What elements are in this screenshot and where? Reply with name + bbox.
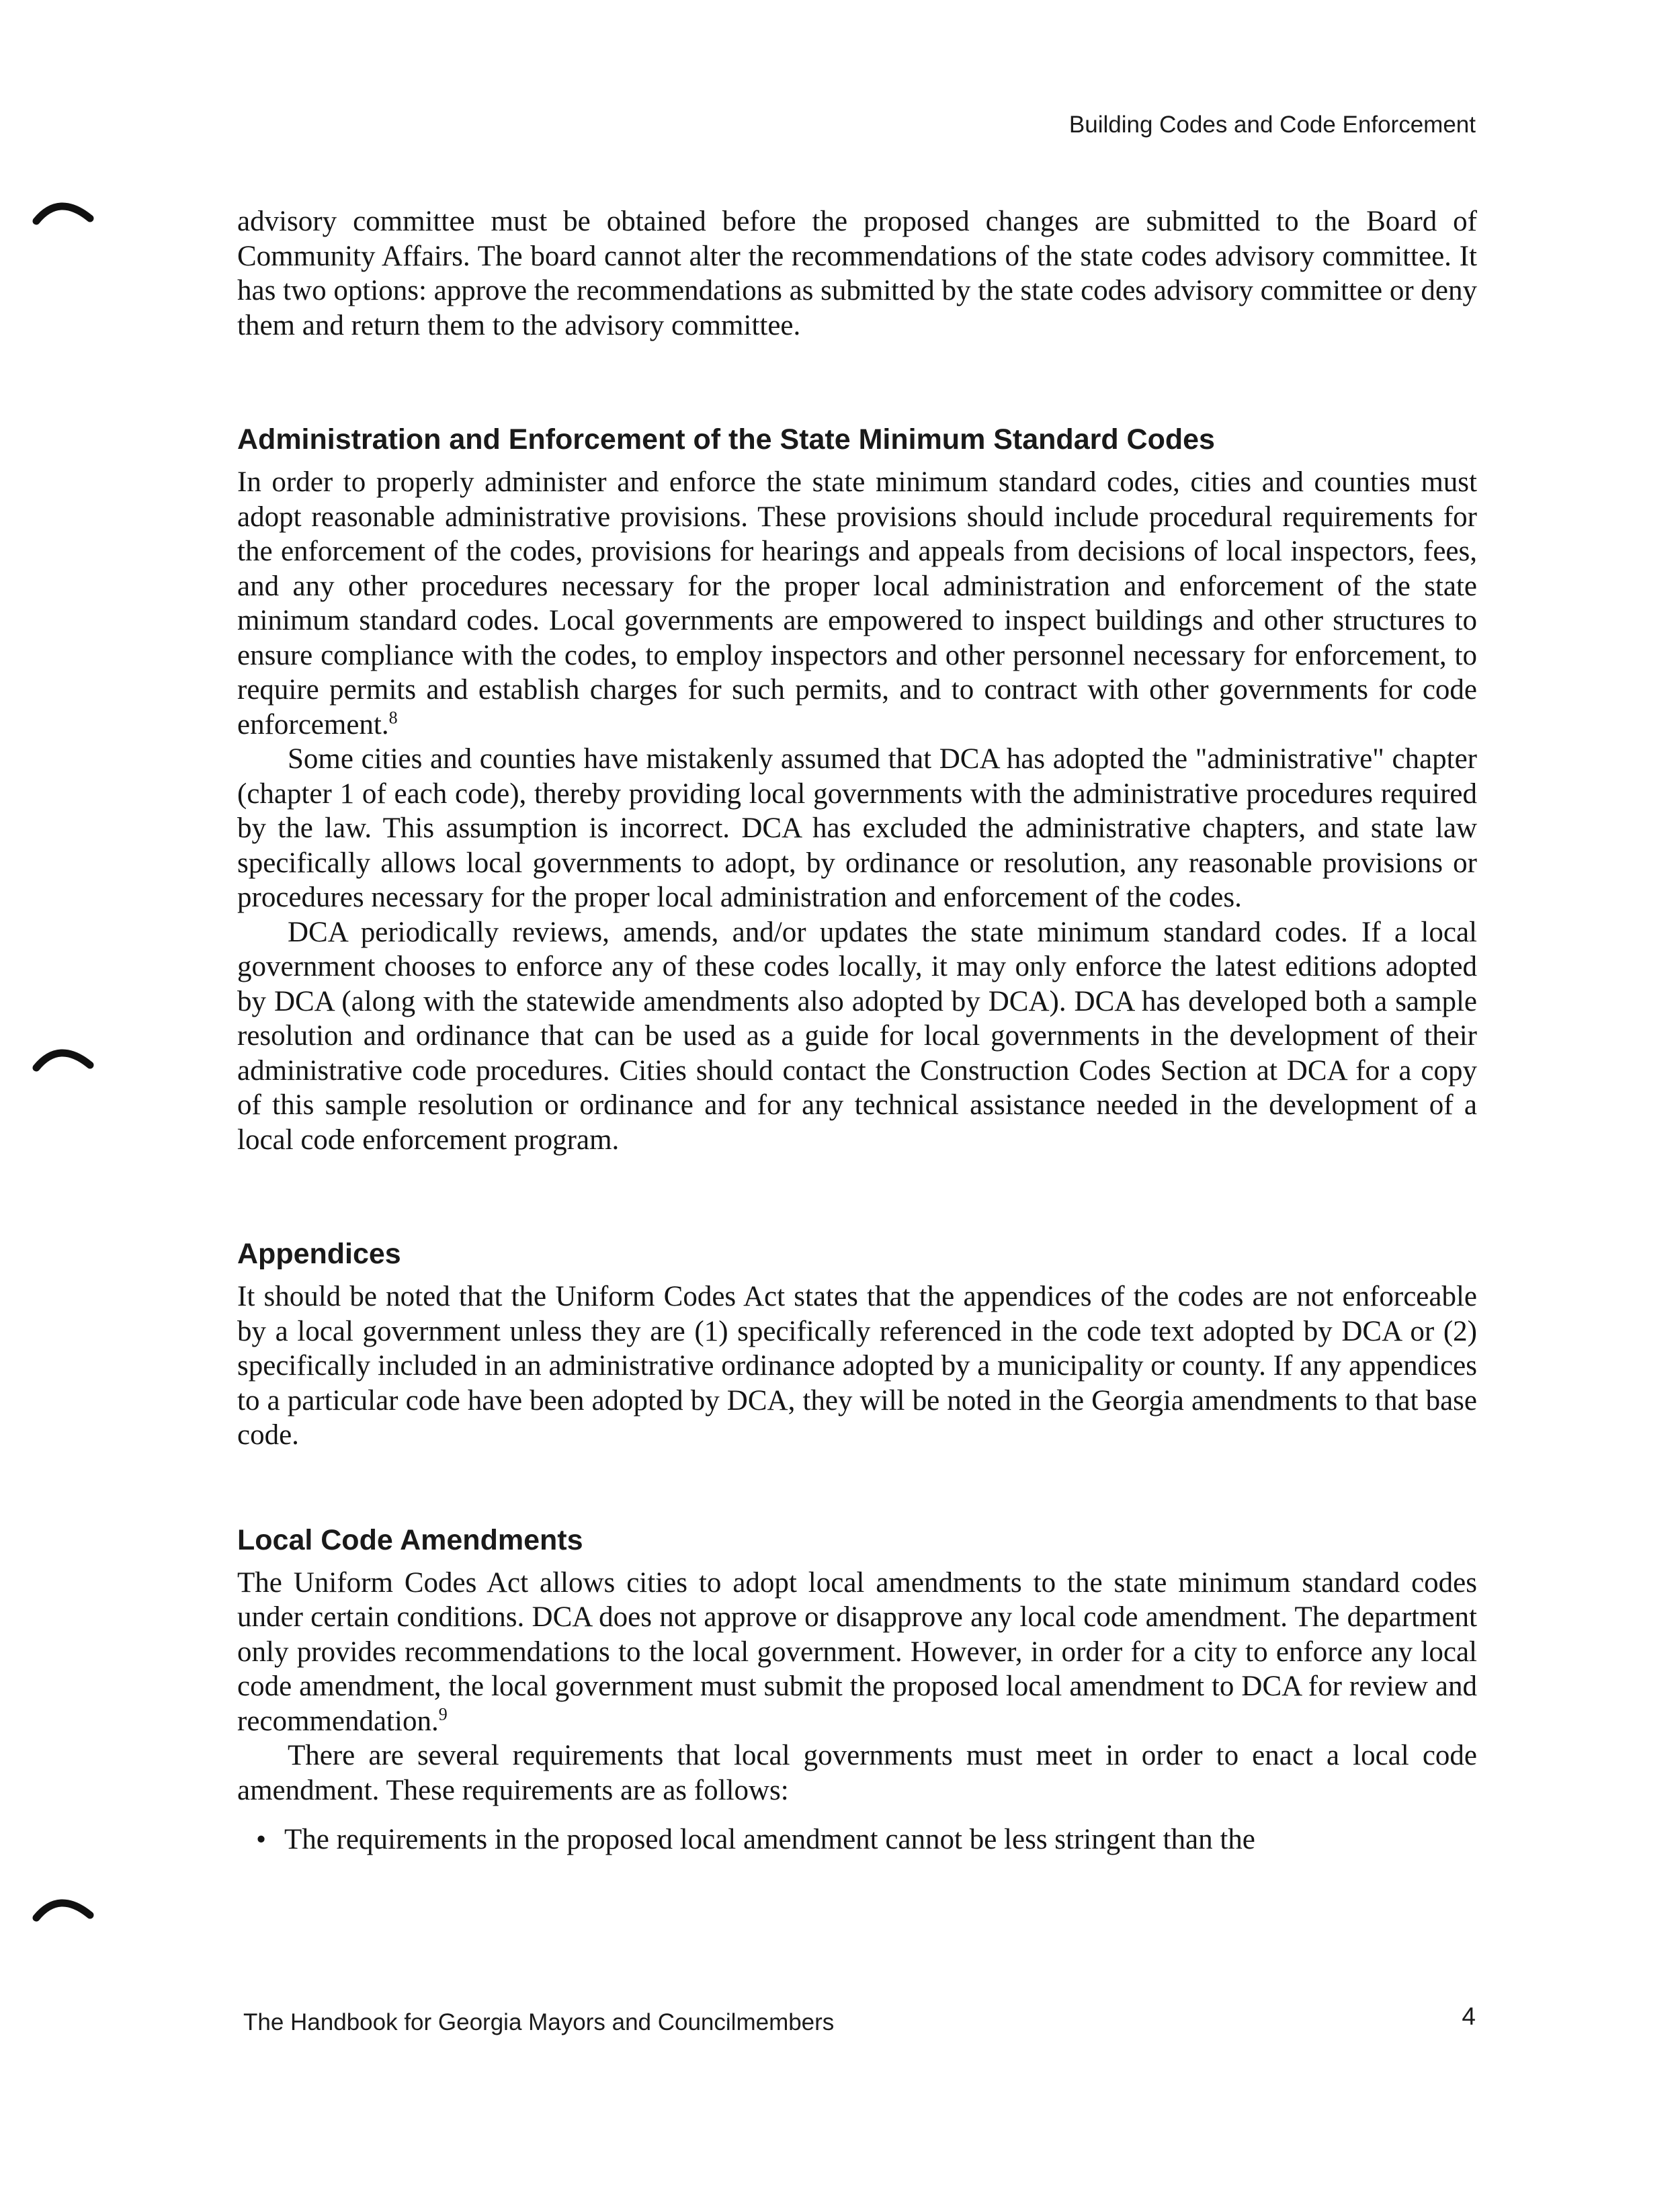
binder-hole-mark-icon [32,1888,94,1929]
body-paragraph: Some cities and counties have mistakenly assumed that DCA has adopted the "administrative" chapter (chapter 1 of each code), thereby providing local governments with the administrative procedures required by the law. This assumption is incorrect. DCA has excluded the administrative chapters, and state law specifically allows local governments to adopt, by ordinance or resolution, any reasonable provisions or procedures necessary for the proper local administration and enforcement of the codes. [237,743,1477,913]
requirements-list [237,1822,1477,1857]
body-paragraph: DCA periodically reviews, amends, and/or updates the state minimum standard codes. If a local government chooses to enforce any of these codes locally, it may only enforce the latest editions adopted by DCA (along with the statewide amendments also adopted by DCA). DCA has developed both a sample resolution and ordinance that can be used as a guide for local governments in the development of their administrative code procedures. Cities should contact the Construction Codes Section at DCA for a copy of this sample resolution or ordinance and for any technical assistance needed in the development of a local code enforcement program. [237,916,1477,1156]
intro-paragraph: advisory committee must be obtained before the proposed changes are submitted to the Board of Community Affairs. The board cannot alter the recommendations of the state codes advisory committee. It has two options: approve the recommendations as submitted by the state codes advisory committee or deny them and return them to the advisory committee. [237,206,1477,341]
body-paragraph: The Uniform Codes Act allows cities to adopt local amendments to the state minimum standard codes under certain conditions. DCA does not approve or disapprove any local code amendment. The department only provides recommendations to the local government. However, in order for a city to enforce any local code amendment, the local government must submit the proposed local amendment to DCA for review and recommendation.$^9$ [237,1566,1477,1737]
binder-hole-mark-icon [32,1038,94,1079]
footer-publication-title: The Handbook for Georgia Mayors and Councilmembers [243,2009,835,2035]
section-heading: Local Code Amendments [237,1523,583,1556]
footnote-marker: 9 [438,1704,448,1724]
section-administration [237,422,1477,1157]
section-heading: Appendices [237,1238,401,1270]
section-appendices [237,1236,1477,1453]
main-content [237,204,1477,1857]
body-paragraph: It should be noted that the Uniform Codes Act states that the appendices of the codes are not enforceable by a local government unless they are (1) specifically referenced in the code text adopted by DCA or (2) specifically included in an administrative ordinance adopted by a municipality or county. If any appendices to a particular code have been adopted by DCA, they will be noted in the Georgia amendments to that base code. [237,1281,1477,1451]
running-header: Building Codes and Code Enforcement [1068,112,1476,138]
section-heading: Administration and Enforcement of the State Minimum Standard Codes [237,423,1215,456]
body-paragraph: There are several requirements that local governments must meet in order to enact a local code amendment. These requirements are as follows: [237,1740,1477,1806]
binder-hole-mark-icon [32,192,94,232]
body-paragraph: In order to properly administer and enforce the state minimum standard codes, cities and counties must adopt reasonable administrative provisions. These provisions should include procedural requirements for the enforcement of the codes, provisions for hearings and appeals from decisions of local inspectors, fees, and any other procedures necessary for the proper local administration and enforcement of the state minimum standard codes. Local governments are empowered to inspect buildings and other structures to ensure compliance with the codes, to employ inspectors and other personnel necessary for enforcement, to require permits and establish charges for such permits, and to contract with other governments for code enforcement.$^8$ [237,466,1477,741]
section-local-code-amendments [237,1523,1477,1857]
footnote-marker: 8 [388,708,398,728]
bullet-icon: • [256,1824,267,1855]
list-item: • The requirements in the proposed local amendment cannot be less stringent than the [284,1822,1477,1857]
page-number: 4 [1462,2002,1476,2030]
